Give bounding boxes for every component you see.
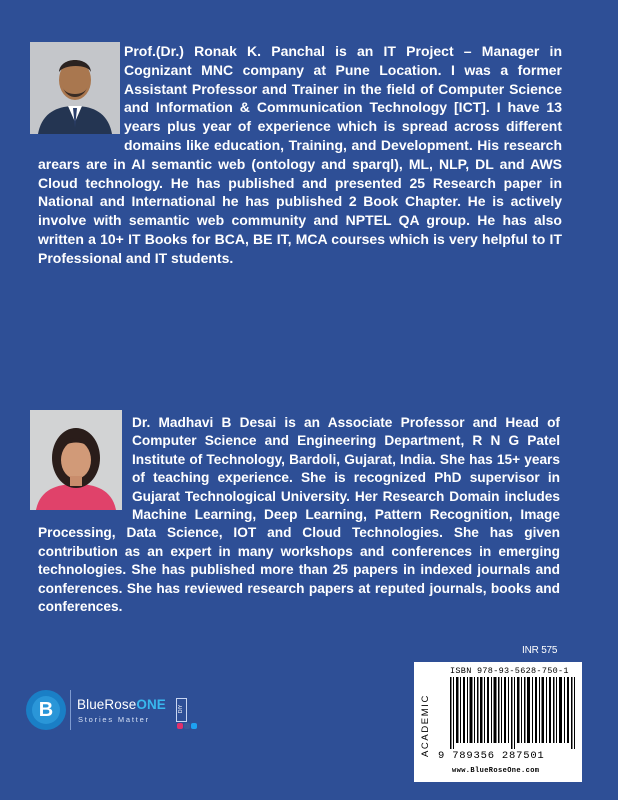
publisher-website: www.BlueRoseOne.com	[452, 767, 540, 775]
publisher-logo-icon	[26, 690, 66, 730]
logo-letter: B	[32, 696, 60, 724]
twitter-icon	[191, 723, 197, 729]
facebook-icon	[184, 723, 190, 729]
author-bio-madhavi	[38, 414, 560, 616]
isbn-digits: 9 789356 287501	[438, 750, 545, 762]
publisher-name-part1: BlueRose	[77, 697, 137, 712]
isbn-label: ISBN 978-93-5628-750-1	[450, 666, 569, 676]
category-label: ACADEMIC	[420, 694, 431, 757]
author-bio-ronak	[38, 42, 562, 268]
author-bio-text: Dr. Madhavi B Desai is an Associate Professor and Head of Computer Science and Engineering Department, R N G Patel Institute of Technology, Bardoli, Gujarat, India. She has 15+ years of teaching experience. She is recognized PhD supervisor in Gujarat Technological University. Her Research Domain includes Machine Learning, Deep Learning, Pattern Recognition, Image Processing, Data Science, IOT and Cloud Technologies. She has given contribution as an expert in many workshops and conferences in emerging technologies. She has published more than 25 papers in indexed journals and conferences. She has reviewed research papers at reputed journals, books and conferences.	[38, 415, 560, 615]
price-label: INR 575	[522, 645, 558, 656]
diy-badge	[176, 698, 187, 722]
instagram-icon	[177, 723, 183, 729]
publisher-tagline: Stories Matter	[78, 715, 150, 724]
barcode-icon	[450, 677, 576, 749]
social-icons	[177, 723, 197, 729]
divider	[70, 690, 71, 730]
author-bio-text: Prof.(Dr.) Ronak K. Panchal is an IT Project – Manager in Cognizant MNC company at Pune Location. I was a former Assistant Professor and Trainer in the field of Computer Science and Information & Communication Technology [ICT]. I have 13 years plus year of experience which is spread across different domains like education, Training, and Development. His research arears are in AI semantic web (ontology and sparql), ML, NLP, DL and AWS Cloud technology. He has published and presented 25 Research paper in National and International he has published 2 Book Chapter. He is actively involve with semantic web community and NPTEL QA group. He has also written a 10+ IT Books for BCA, BE IT, MCA courses which is very helpful to IT Professional and IT students.	[38, 43, 562, 266]
diy-badge-text: DIY	[178, 704, 184, 714]
barcode-box	[414, 662, 582, 782]
publisher-name-part2: ONE	[136, 697, 166, 712]
publisher-name	[77, 697, 166, 712]
